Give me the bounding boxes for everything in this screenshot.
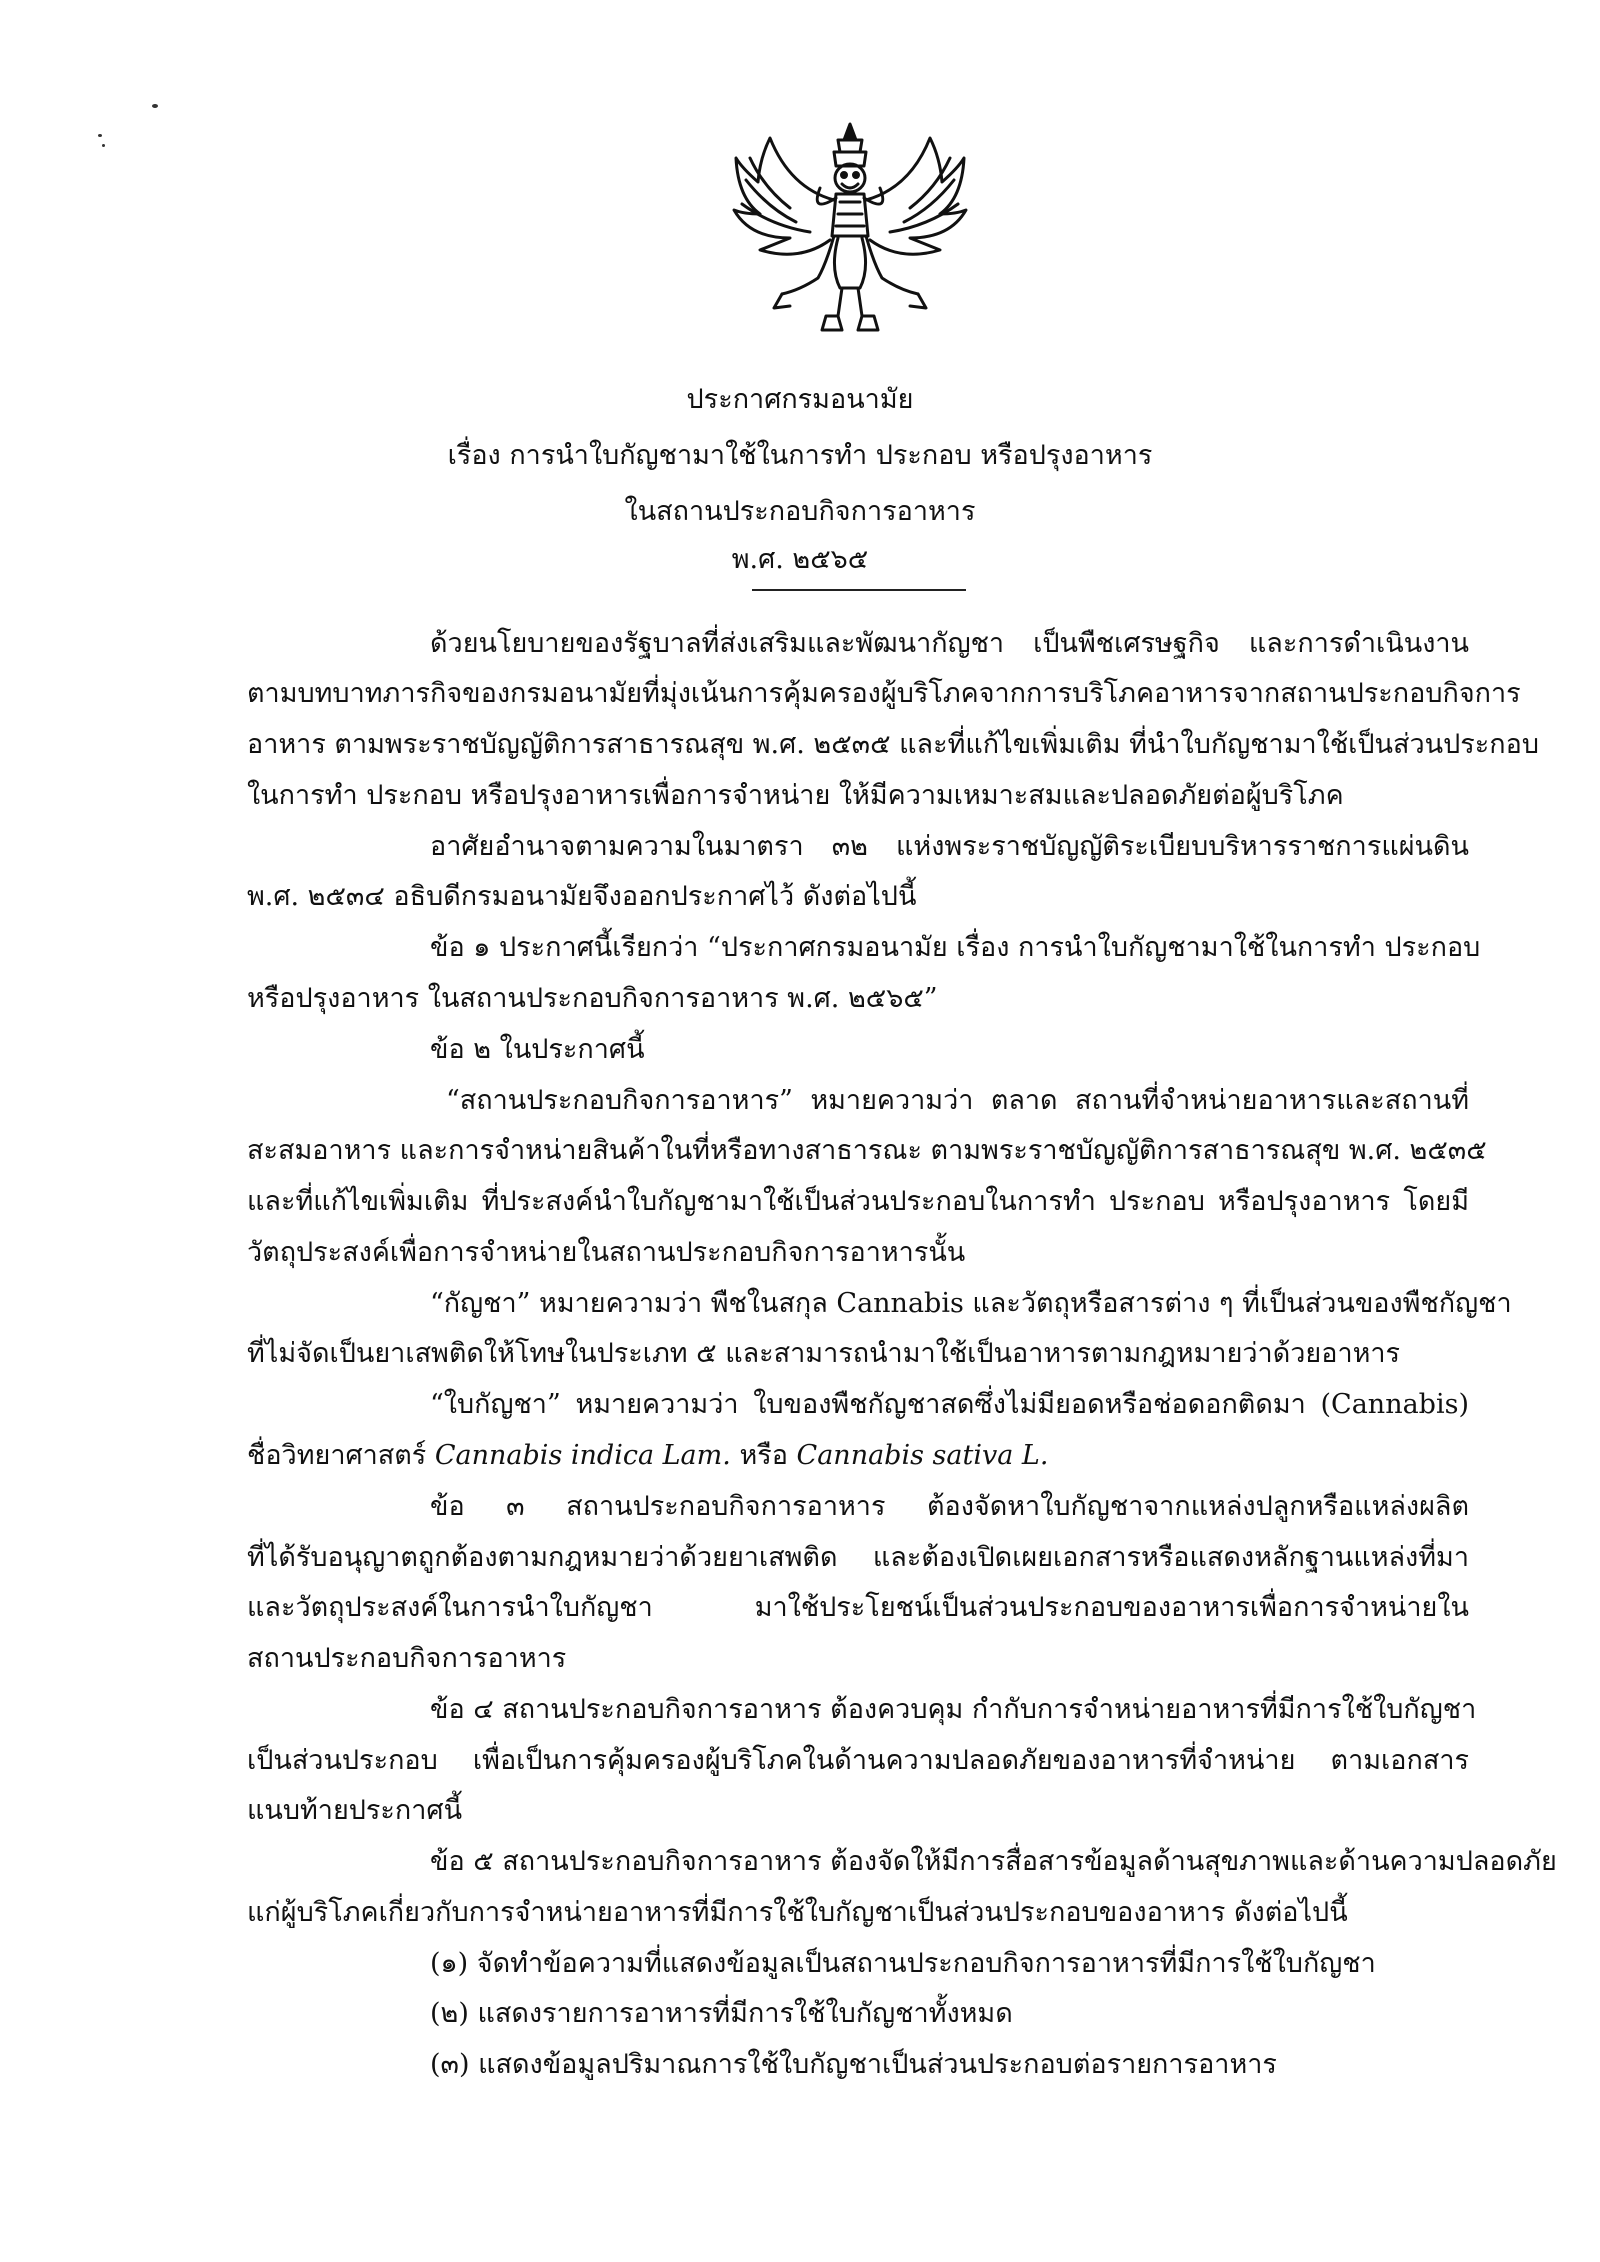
definition-line: “สถานประกอบกิจการอาหาร” หมายความว่า ตลาด สถานที่จำหน่ายอาหารและสถานที่ — [446, 1085, 1469, 1116]
announcement-subject-line-2: ในสถานประกอบกิจการอาหาร — [624, 496, 976, 527]
clause-5-item-1: (๑) จัดทำข้อความที่แสดงข้อมูลเป็นสถานประกอบกิจการอาหารที่มีการใช้ใบกัญชา — [430, 1948, 1376, 1979]
clause-3-line: สถานประกอบกิจการอาหาร — [247, 1643, 567, 1674]
body-paragraph-line: ในการทำ ประกอบ หรือปรุงอาหารเพื่อการจำหน่าย ให้มีความเหมาะสมและปลอดภัยต่อผู้บริโภค — [247, 780, 1344, 811]
title-divider — [752, 589, 966, 591]
scan-speck — [98, 134, 102, 137]
scientific-name-label: ชื่อวิทยาศาสตร์ — [247, 1440, 427, 1471]
clause-5-line: แก่ผู้บริโภคเกี่ยวกับการจำหน่ายอาหารที่มีการใช้ใบกัญชาเป็นส่วนประกอบของอาหาร ดังต่อไปนี้ — [247, 1897, 1348, 1928]
scan-speck — [102, 144, 105, 147]
scientific-name-1: Cannabis indica Lam. — [434, 1440, 731, 1471]
clause-4-line: เป็นส่วนประกอบ เพื่อเป็นการคุ้มครองผู้บริโภคในด้านความปลอดภัยของอาหารที่จำหน่าย ตามเอกสาร — [247, 1745, 1469, 1776]
definition-line: สะสมอาหาร และการจำหน่ายสินค้าในที่หรือทางสาธารณะ ตามพระราชบัญญัติการสาธารณสุข พ.ศ. ๒๕๓๕ — [247, 1135, 1487, 1166]
scientific-name-line — [247, 1436, 1048, 1476]
definition-line: และที่แก้ไขเพิ่มเติม ที่ประสงค์นำใบกัญชามาใช้เป็นส่วนประกอบในการทำ ประกอบ หรือปรุงอาหาร โดยมี — [247, 1186, 1469, 1217]
clause-1-line: หรือปรุงอาหาร ในสถานประกอบกิจการอาหาร พ.ศ. ๒๕๖๕” — [247, 983, 938, 1014]
clause-5-line: ข้อ ๕ สถานประกอบกิจการอาหาร ต้องจัดให้มีการสื่อสารข้อมูลด้านสุขภาพและด้านความปลอดภัย — [430, 1846, 1557, 1877]
clause-5-item-2: (๒) แสดงรายการอาหารที่มีการใช้ใบกัญชาทั้งหมด — [430, 1998, 1013, 2029]
body-paragraph-line: อาศัยอำนาจตามความในมาตรา ๓๒ แห่งพระราชบัญญัติระเบียบบริหารราชการแผ่นดิน — [430, 831, 1469, 862]
definition-line: ที่ไม่จัดเป็นยาเสพติดให้โทษในประเภท ๕ และสามารถนำมาใช้เป็นอาหารตามกฎหมายว่าด้วยอาหาร — [247, 1338, 1401, 1369]
body-paragraph-line: ตามบทบาทภารกิจของกรมอนามัยที่มุ่งเน้นการคุ้มครองผู้บริโภคจากการบริโภคอาหารจากสถานประกอบกิจการ — [247, 678, 1521, 709]
definition-line: “กัญชา” หมายความว่า พืชในสกุล Cannabis และวัตถุหรือสารต่าง ๆ ที่เป็นส่วนของพืชกัญชา — [430, 1288, 1512, 1319]
scientific-name-2: Cannabis sativa L. — [796, 1440, 1049, 1471]
clause-1-line: ข้อ ๑ ประกาศนี้เรียกว่า “ประกาศกรมอนามัย เรื่อง การนำใบกัญชามาใช้ในการทำ ประกอบ — [430, 932, 1481, 963]
definition-line: วัตถุประสงค์เพื่อการจำหน่ายในสถานประกอบกิจการอาหารนั้น — [247, 1237, 966, 1268]
announcement-title: ประกาศกรมอนามัย — [686, 384, 914, 415]
clause-4-line: ข้อ ๔ สถานประกอบกิจการอาหาร ต้องควบคุม กำกับการจำหน่ายอาหารที่มีการใช้ใบกัญชา — [430, 1694, 1477, 1725]
announcement-year: พ.ศ. ๒๕๖๕ — [731, 544, 869, 575]
clause-3-line: และวัตถุประสงค์ในการนำใบกัญชา มาใช้ประโยชน์เป็นส่วนประกอบของอาหารเพื่อการจำหน่ายใน — [247, 1592, 1469, 1623]
announcement-subject: เรื่อง การนำใบกัญชามาใช้ในการทำ ประกอบ หรือปรุงอาหาร — [447, 440, 1153, 471]
clause-4-line: แนบท้ายประกาศนี้ — [247, 1795, 463, 1826]
body-paragraph-line: ด้วยนโยบายของรัฐบาลที่ส่งเสริมและพัฒนากัญชา เป็นพืชเศรษฐกิจ และการดำเนินงาน — [430, 628, 1469, 659]
definition-line: “ใบกัญชา” หมายความว่า ใบของพืชกัญชาสดซึ่งไม่มียอดหรือช่อดอกติดมา (Cannabis) — [430, 1389, 1469, 1420]
scientific-name-or: หรือ — [739, 1440, 788, 1471]
body-paragraph-line: พ.ศ. ๒๕๓๔ อธิบดีกรมอนามัยจึงออกประกาศไว้ ดังต่อไปนี้ — [247, 881, 917, 912]
body-paragraph-line: อาหาร ตามพระราชบัญญัติการสาธารณสุข พ.ศ. ๒๕๓๕ และที่แก้ไขเพิ่มเติม ที่นำใบกัญชามาใช้เป็นส่วนประกอบ — [247, 729, 1539, 760]
clause-3-line: ข้อ ๓ สถานประกอบกิจการอาหาร ต้องจัดหาใบกัญชาจากแหล่งปลูกหรือแหล่งผลิต — [430, 1491, 1469, 1522]
garuda-emblem-icon — [730, 118, 970, 338]
scan-speck — [152, 104, 158, 108]
clause-3-line: ที่ได้รับอนุญาตถูกต้องตามกฎหมายว่าด้วยยาเสพติด และต้องเปิดเผยเอกสารหรือแสดงหลักฐานแหล่งที่มา — [247, 1542, 1469, 1573]
clause-5-item-3: (๓) แสดงข้อมูลปริมาณการใช้ใบกัญชาเป็นส่วนประกอบต่อรายการอาหาร — [430, 2049, 1277, 2080]
clause-2-heading: ข้อ ๒ ในประกาศนี้ — [430, 1034, 645, 1065]
